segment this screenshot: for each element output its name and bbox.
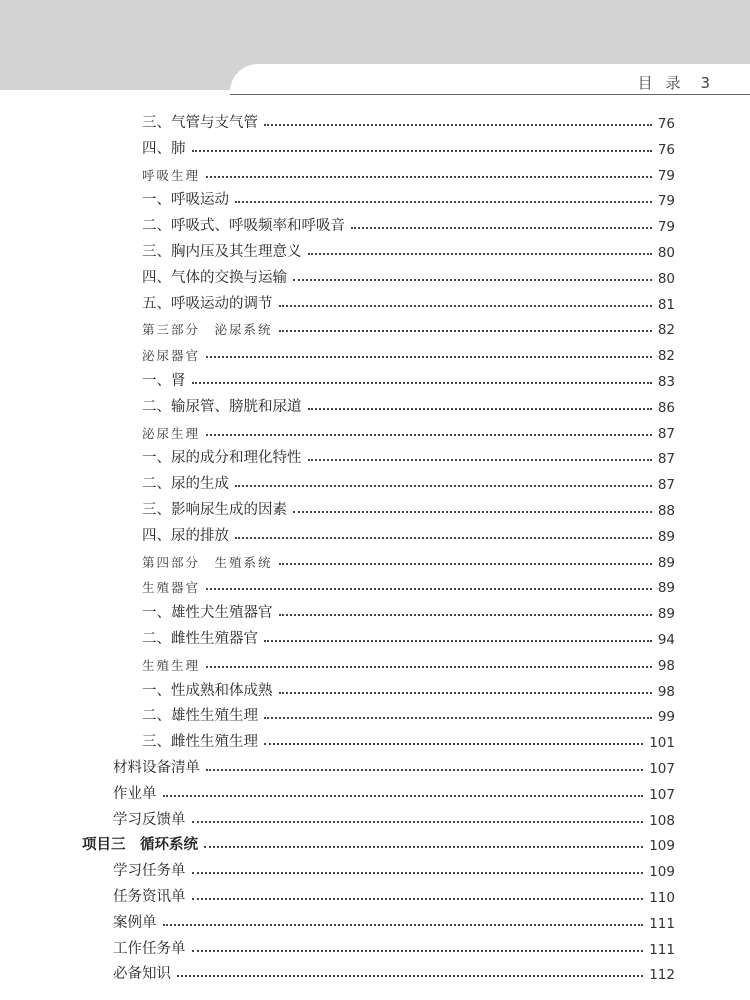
toc-entry-title: 第三部分 泌尿系统	[142, 322, 273, 338]
leader-dots	[192, 871, 644, 874]
toc-entry[interactable]	[142, 314, 675, 338]
toc-entry-title: 一、性成熟和体成熟	[142, 682, 273, 699]
toc-entry-title: 案例单	[113, 914, 157, 931]
header-title: 目 录	[637, 74, 685, 92]
leader-dots	[235, 200, 652, 203]
leader-dots	[279, 329, 652, 332]
toc-entry-page: 89	[657, 554, 675, 571]
toc-entry[interactable]	[142, 598, 675, 622]
toc-entry-page: 87	[657, 451, 675, 468]
toc-entry[interactable]	[142, 211, 675, 235]
toc-entry-title: 一、雄性犬生殖器官	[142, 605, 273, 622]
toc-entry-page: 112	[649, 967, 675, 984]
toc-entry-title: 三、影响尿生成的因素	[142, 502, 287, 518]
toc-entry-title: 一、肾	[142, 373, 186, 389]
toc-entry-title: 学习反馈单	[113, 811, 186, 828]
leader-dots	[279, 613, 652, 616]
leader-dots	[293, 510, 652, 513]
toc-entry-page: 80	[657, 270, 675, 287]
toc-entry-page: 82	[657, 348, 675, 365]
running-header	[638, 72, 710, 93]
toc-entry[interactable]	[142, 160, 675, 184]
leader-dots	[192, 820, 644, 823]
toc-entry[interactable]	[142, 134, 675, 158]
toc-entry-page: 79	[657, 193, 675, 210]
toc-entry-title: 任务资讯单	[113, 889, 186, 905]
toc-entry-page: 87	[657, 477, 675, 494]
toc-entry[interactable]	[113, 753, 675, 777]
toc-entry-title: 三、胸内压及其生理意义	[142, 244, 302, 260]
toc-entry-title: 三、气管与支气管	[142, 115, 258, 131]
leader-dots	[163, 923, 644, 926]
toc-entry-title: 二、尿的生成	[142, 476, 229, 493]
leader-dots	[264, 742, 643, 745]
leader-dots	[206, 665, 652, 668]
toc-entry-page: 79	[657, 167, 675, 184]
toc-entry-page: 98	[657, 683, 675, 700]
toc-entry[interactable]	[142, 263, 675, 287]
toc-entry-page: 89	[657, 606, 675, 623]
toc-entry[interactable]	[142, 469, 675, 493]
toc-entry-page: 98	[657, 657, 675, 674]
toc-entry[interactable]	[113, 779, 675, 803]
leader-dots	[206, 587, 652, 590]
toc-entry-page: 87	[657, 425, 675, 442]
toc-entry[interactable]	[142, 624, 675, 648]
leader-dots	[163, 794, 644, 797]
toc-entry-title: 三、雌性生殖生理	[142, 734, 258, 751]
toc-entry-page: 89	[657, 528, 675, 545]
toc-entry-page: 76	[657, 141, 675, 158]
leader-dots	[206, 768, 643, 771]
leader-dots	[264, 123, 652, 126]
leader-dots	[206, 355, 652, 358]
toc-entry[interactable]	[113, 856, 675, 880]
toc-entry[interactable]	[142, 650, 675, 674]
toc-entry-page: 76	[657, 116, 675, 132]
toc-entry-page: 107	[649, 761, 675, 777]
toc-entry-page: 80	[657, 245, 675, 261]
toc-entry-title: 呼吸生理	[142, 167, 201, 183]
toc-entry-title: 一、尿的成分和理化特性	[142, 450, 302, 467]
leader-dots	[279, 562, 652, 565]
toc-entry[interactable]	[142, 443, 675, 467]
toc-entry[interactable]	[142, 108, 675, 132]
leader-dots	[308, 252, 652, 255]
toc-entry-page: 89	[657, 580, 675, 597]
toc-entry-title: 五、呼吸运动的调节	[142, 295, 273, 312]
leader-dots	[264, 716, 652, 719]
toc-entry[interactable]	[82, 830, 675, 854]
toc-entry-page: 94	[657, 632, 675, 648]
leader-dots	[308, 458, 652, 461]
toc-entry-title: 四、气体的交换与运输	[142, 269, 287, 286]
toc-entry[interactable]	[142, 237, 675, 261]
toc-entry-title: 二、雌性生殖器官	[142, 631, 258, 647]
toc-entry-page: 79	[657, 219, 675, 236]
toc-entry-page: 82	[657, 322, 675, 339]
toc-entry-page: 88	[657, 503, 675, 519]
toc-entry[interactable]	[142, 418, 675, 442]
toc-entry-page: 86	[657, 399, 675, 416]
toc-entry-page: 111	[649, 941, 675, 958]
toc-entry-title: 生殖生理	[142, 657, 201, 673]
toc-entry[interactable]	[142, 289, 675, 313]
toc-entry-page: 107	[649, 786, 675, 803]
leader-dots	[177, 974, 643, 977]
toc-entry[interactable]	[113, 959, 675, 983]
leader-dots	[264, 639, 652, 642]
toc-entry[interactable]	[142, 701, 675, 725]
toc-entry[interactable]	[142, 340, 675, 364]
leader-dots	[235, 484, 652, 487]
toc-entry-title: 二、雄性生殖生理	[142, 708, 258, 725]
toc-entry-title: 泌尿器官	[142, 348, 201, 364]
toc-entry-title: 二、输尿管、膀胱和尿道	[142, 398, 302, 415]
toc-entry-page: 81	[657, 296, 675, 313]
toc-entry-page: 108	[649, 812, 675, 829]
leader-dots	[279, 691, 652, 694]
toc-entry[interactable]	[142, 521, 675, 545]
leader-dots	[192, 949, 644, 952]
toc-entry[interactable]	[113, 882, 675, 906]
toc-entry[interactable]	[142, 727, 675, 751]
toc-entry-title: 材料设备清单	[113, 760, 200, 776]
leader-dots	[293, 278, 652, 281]
toc-entry-title: 项目三 循环系统	[82, 836, 198, 854]
leader-dots	[206, 175, 652, 178]
toc-entry[interactable]	[142, 495, 675, 519]
toc-entry-page: 109	[649, 838, 675, 855]
toc-entry-title: 工作任务单	[113, 940, 186, 957]
toc-entry-page: 109	[649, 864, 675, 881]
leader-dots	[351, 226, 652, 229]
toc-entry-title: 学习任务单	[113, 863, 186, 880]
toc-entry[interactable]	[113, 908, 675, 932]
toc-entry-title: 第四部分 生殖系统	[142, 554, 273, 570]
leader-dots	[192, 381, 652, 384]
toc-entry[interactable]	[142, 547, 675, 571]
toc-entry-title: 必备知识	[113, 966, 171, 983]
toc-entry[interactable]	[142, 392, 675, 416]
toc-entry-page: 111	[649, 915, 675, 932]
toc-entry[interactable]	[142, 676, 675, 700]
toc-entry-title: 四、肺	[142, 140, 186, 157]
leader-dots	[308, 407, 652, 410]
header-page-number: 3	[700, 74, 710, 92]
leader-dots	[204, 845, 643, 848]
toc-entry[interactable]	[142, 185, 675, 209]
toc-entry[interactable]	[113, 805, 675, 829]
header-rule	[230, 94, 750, 95]
toc-entry-page: 83	[657, 374, 675, 390]
toc-entry-title: 作业单	[113, 785, 157, 802]
leader-dots	[279, 304, 652, 307]
toc-entry-page: 110	[649, 890, 675, 906]
toc-entry-title: 二、呼吸式、呼吸频率和呼吸音	[142, 218, 345, 235]
toc-entry-title: 四、尿的排放	[142, 527, 229, 544]
leader-dots	[192, 897, 644, 900]
toc-entry[interactable]	[142, 572, 675, 596]
toc-entry-title: 一、呼吸运动	[142, 192, 229, 209]
toc-entry-title: 生殖器官	[142, 580, 201, 596]
toc-entry-title: 泌尿生理	[142, 425, 201, 441]
toc-entry[interactable]	[142, 366, 675, 390]
toc-entry-page: 101	[649, 735, 675, 752]
leader-dots	[206, 433, 652, 436]
toc-entry-page: 99	[657, 709, 675, 726]
leader-dots	[192, 149, 652, 152]
leader-dots	[235, 536, 652, 539]
toc-entry[interactable]	[113, 934, 675, 958]
